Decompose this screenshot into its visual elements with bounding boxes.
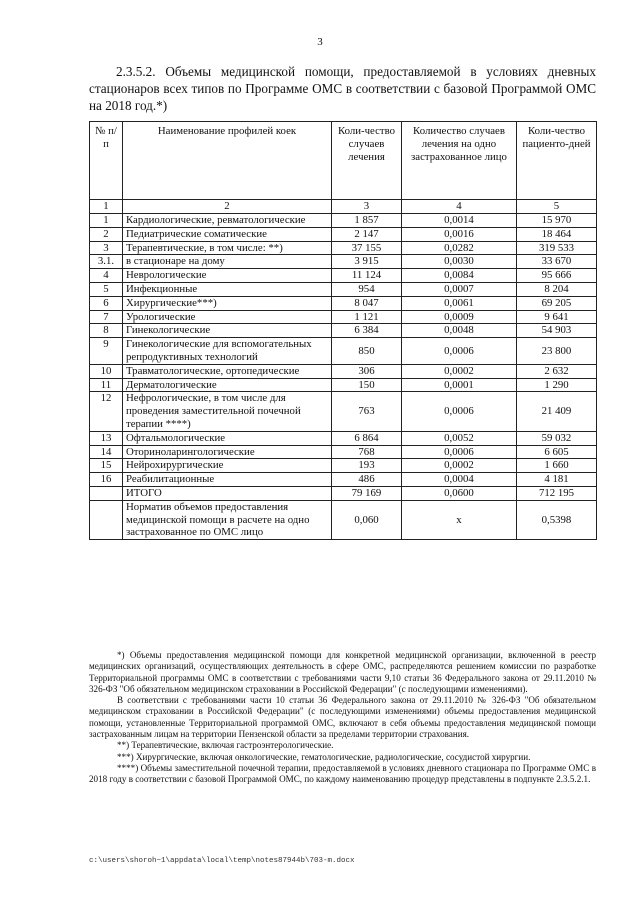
row-number-cell: 8 bbox=[90, 324, 123, 338]
per-person-cell: 0,0006 bbox=[402, 392, 517, 431]
row-number-cell: 11 bbox=[90, 378, 123, 392]
table-row bbox=[90, 269, 597, 283]
volumes-table bbox=[89, 121, 597, 540]
per-person-cell: 0,0282 bbox=[402, 241, 517, 255]
row-number-cell: 13 bbox=[90, 431, 123, 445]
footnote-5: ****) Объемы заместительной почечной терапии, предоставляемой в условиях дневного стационара по Программе ОМС в 2018 году в соответствии с базовой Программой ОМС, по каждому наименованию процедур представлены в подпункте 2.3.5.2.1. bbox=[89, 762, 596, 785]
patient-days-cell: 4 181 bbox=[517, 473, 597, 487]
cases-cell: 306 bbox=[332, 364, 402, 378]
header-row bbox=[90, 122, 597, 200]
section-heading bbox=[89, 63, 596, 114]
heading-line-2: дневных стационаров всех типов по Программе ОМС в соответствии с базовой bbox=[89, 64, 596, 96]
patient-days-cell: 59 032 bbox=[517, 431, 597, 445]
per-person-cell: 0,0048 bbox=[402, 324, 517, 338]
patient-days-cell: 54 903 bbox=[517, 324, 597, 338]
row-number-cell bbox=[90, 486, 123, 500]
patient-days-cell: 15 970 bbox=[517, 214, 597, 228]
row-number-cell: 9 bbox=[90, 338, 123, 365]
table-row bbox=[90, 473, 597, 487]
per-person-cell: 0,0052 bbox=[402, 431, 517, 445]
heading-line-1: 2.3.5.2. Объемы медицинской помощи, предоставляемой в условиях bbox=[116, 64, 538, 79]
per-person-cell: 0,0030 bbox=[402, 255, 517, 269]
table-row bbox=[90, 338, 597, 365]
profile-name-cell: Реабилитационные bbox=[123, 473, 332, 487]
row-number-cell: 5 bbox=[90, 282, 123, 296]
footnote-2: В соответствии с требованиями части 10 статьи 36 Федерального закона от 29.11.2010 № 326-ФЗ "Об обязательном медицинском страховании в Российской Федерации" (с последующими изменениями) объемы предоставления медицинской помощи, установленные Территориальной программой ОМС, включают в себя объемы предоставления медицинской помощи застрахованным лицам на территории Пензенской области за пределами территории страхования. bbox=[89, 695, 596, 740]
profile-name-cell: Офтальмологические bbox=[123, 431, 332, 445]
per-person-cell: 0,0001 bbox=[402, 378, 517, 392]
cases-cell: 1 857 bbox=[332, 214, 402, 228]
per-person-cell: 0,0009 bbox=[402, 310, 517, 324]
per-person-cell: 0,0006 bbox=[402, 445, 517, 459]
table-row bbox=[90, 310, 597, 324]
col-header-number: № п/п bbox=[90, 122, 123, 200]
page-number: 3 bbox=[317, 36, 323, 48]
column-number: 2 bbox=[123, 200, 332, 214]
col-header-per-person: Количество случаев лечения на одно застрахованное лицо bbox=[402, 122, 517, 200]
cases-cell: 193 bbox=[332, 459, 402, 473]
profile-name-cell: Инфекционные bbox=[123, 282, 332, 296]
column-number: 4 bbox=[402, 200, 517, 214]
column-number: 5 bbox=[517, 200, 597, 214]
cases-cell: 768 bbox=[332, 445, 402, 459]
profile-name-cell: Нефрологические, в том числе для проведения заместительной почечной терапии ****) bbox=[123, 392, 332, 431]
heading-line-3: Программой ОМС на 2018 год.*) bbox=[89, 81, 597, 113]
profile-name-cell: в стационаре на дому bbox=[123, 255, 332, 269]
col-header-cases: Коли-чество случаев лечения bbox=[332, 122, 402, 200]
col-header-profile: Наименование профилей коек bbox=[123, 122, 332, 200]
profile-name-cell: Педиатрические соматические bbox=[123, 227, 332, 241]
cases-cell: 150 bbox=[332, 378, 402, 392]
cases-cell: 486 bbox=[332, 473, 402, 487]
patient-days-cell: 23 800 bbox=[517, 338, 597, 365]
profile-name-cell: ИТОГО bbox=[123, 486, 332, 500]
patient-days-cell: 69 205 bbox=[517, 296, 597, 310]
table-row bbox=[90, 214, 597, 228]
cases-cell: 6 864 bbox=[332, 431, 402, 445]
table-row bbox=[90, 486, 597, 500]
table-row bbox=[90, 324, 597, 338]
row-number-cell: 2 bbox=[90, 227, 123, 241]
row-number-cell: 3 bbox=[90, 241, 123, 255]
footnote-4: ***) Хирургические, включая онкологические, гематологические, радиологические, сосудистой хирургии. bbox=[117, 751, 531, 762]
patient-days-cell: 0,5398 bbox=[517, 500, 597, 539]
cases-cell: 3 915 bbox=[332, 255, 402, 269]
per-person-cell: 0,0600 bbox=[402, 486, 517, 500]
profile-name-cell: Дерматологические bbox=[123, 378, 332, 392]
cases-cell: 850 bbox=[332, 338, 402, 365]
cases-cell: 0,060 bbox=[332, 500, 402, 539]
patient-days-cell: 712 195 bbox=[517, 486, 597, 500]
row-number-cell: 4 bbox=[90, 269, 123, 283]
per-person-cell: 0,0084 bbox=[402, 269, 517, 283]
patient-days-cell: 2 632 bbox=[517, 364, 597, 378]
profile-name-cell: Гинекологические для вспомогательных репродуктивных технологий bbox=[123, 338, 332, 365]
cases-cell: 763 bbox=[332, 392, 402, 431]
profile-name-cell: Неврологические bbox=[123, 269, 332, 283]
table-row bbox=[90, 445, 597, 459]
row-number-cell: 7 bbox=[90, 310, 123, 324]
footnotes bbox=[89, 650, 596, 786]
profile-name-cell: Нейрохирургические bbox=[123, 459, 332, 473]
table-row bbox=[90, 378, 597, 392]
table-row bbox=[90, 459, 597, 473]
row-number-cell: 14 bbox=[90, 445, 123, 459]
footnote-3: **) Терапевтические, включая гастроэнтерологические. bbox=[117, 740, 334, 751]
column-number: 1 bbox=[90, 200, 123, 214]
table-row bbox=[90, 500, 597, 539]
profile-name-cell: Оториноларингологические bbox=[123, 445, 332, 459]
table-row bbox=[90, 364, 597, 378]
patient-days-cell: 9 641 bbox=[517, 310, 597, 324]
per-person-cell: 0,0016 bbox=[402, 227, 517, 241]
row-number-cell bbox=[90, 500, 123, 539]
row-number-cell: 3.1. bbox=[90, 255, 123, 269]
cases-cell: 2 147 bbox=[332, 227, 402, 241]
per-person-cell: 0,0007 bbox=[402, 282, 517, 296]
profile-name-cell: Терапевтические, в том числе: **) bbox=[123, 241, 332, 255]
cases-cell: 954 bbox=[332, 282, 402, 296]
per-person-cell: 0,0002 bbox=[402, 459, 517, 473]
table-row bbox=[90, 241, 597, 255]
cases-cell: 8 047 bbox=[332, 296, 402, 310]
per-person-cell: х bbox=[402, 500, 517, 539]
table-row bbox=[90, 282, 597, 296]
cases-cell: 37 155 bbox=[332, 241, 402, 255]
per-person-cell: 0,0014 bbox=[402, 214, 517, 228]
column-number-row bbox=[90, 200, 597, 214]
profile-name-cell: Гинекологические bbox=[123, 324, 332, 338]
table-row bbox=[90, 255, 597, 269]
per-person-cell: 0,0061 bbox=[402, 296, 517, 310]
cases-cell: 6 384 bbox=[332, 324, 402, 338]
footnote-1: *) Объемы предоставления медицинской помощи для конкретной медицинской организации, включенной в реестр медицинских организаций, осуществляющих деятельность в сфере ОМС, распределяются решением комиссии по разработке Территориальной программы ОМС в соответствии с требованиями части 9,10 статьи 36 Федерального закона от 29.11.2010 № 326-ФЗ "Об обязательном медицинском страховании в Российской Федерации" (с последующими изменениями). bbox=[89, 650, 596, 694]
row-number-cell: 10 bbox=[90, 364, 123, 378]
patient-days-cell: 18 464 bbox=[517, 227, 597, 241]
per-person-cell: 0,0006 bbox=[402, 338, 517, 365]
table-row bbox=[90, 227, 597, 241]
column-number: 3 bbox=[332, 200, 402, 214]
patient-days-cell: 8 204 bbox=[517, 282, 597, 296]
col-header-patient-days: Коли-чество пациенто-дней bbox=[517, 122, 597, 200]
row-number-cell: 1 bbox=[90, 214, 123, 228]
cases-cell: 1 121 bbox=[332, 310, 402, 324]
table-row bbox=[90, 296, 597, 310]
profile-name-cell: Норматив объемов предоставления медицинской помощи в расчете на одно застрахованное по ОМС лицо bbox=[123, 500, 332, 539]
patient-days-cell: 21 409 bbox=[517, 392, 597, 431]
table-row bbox=[90, 431, 597, 445]
per-person-cell: 0,0004 bbox=[402, 473, 517, 487]
table-row bbox=[90, 392, 597, 431]
profile-name-cell: Хирургические***) bbox=[123, 296, 332, 310]
row-number-cell: 15 bbox=[90, 459, 123, 473]
profile-name-cell: Травматологические, ортопедические bbox=[123, 364, 332, 378]
cases-cell: 79 169 bbox=[332, 486, 402, 500]
cases-cell: 11 124 bbox=[332, 269, 402, 283]
profile-name-cell: Кардиологические, ревматологические bbox=[123, 214, 332, 228]
patient-days-cell: 1 660 bbox=[517, 459, 597, 473]
patient-days-cell: 6 605 bbox=[517, 445, 597, 459]
profile-name-cell: Урологические bbox=[123, 310, 332, 324]
patient-days-cell: 319 533 bbox=[517, 241, 597, 255]
row-number-cell: 6 bbox=[90, 296, 123, 310]
patient-days-cell: 33 670 bbox=[517, 255, 597, 269]
file-path-footer: c:\users\shoroh~1\appdata\local\temp\notes87944b\703-m.docx bbox=[89, 857, 355, 865]
patient-days-cell: 1 290 bbox=[517, 378, 597, 392]
patient-days-cell: 95 666 bbox=[517, 269, 597, 283]
row-number-cell: 12 bbox=[90, 392, 123, 431]
row-number-cell: 16 bbox=[90, 473, 123, 487]
per-person-cell: 0,0002 bbox=[402, 364, 517, 378]
